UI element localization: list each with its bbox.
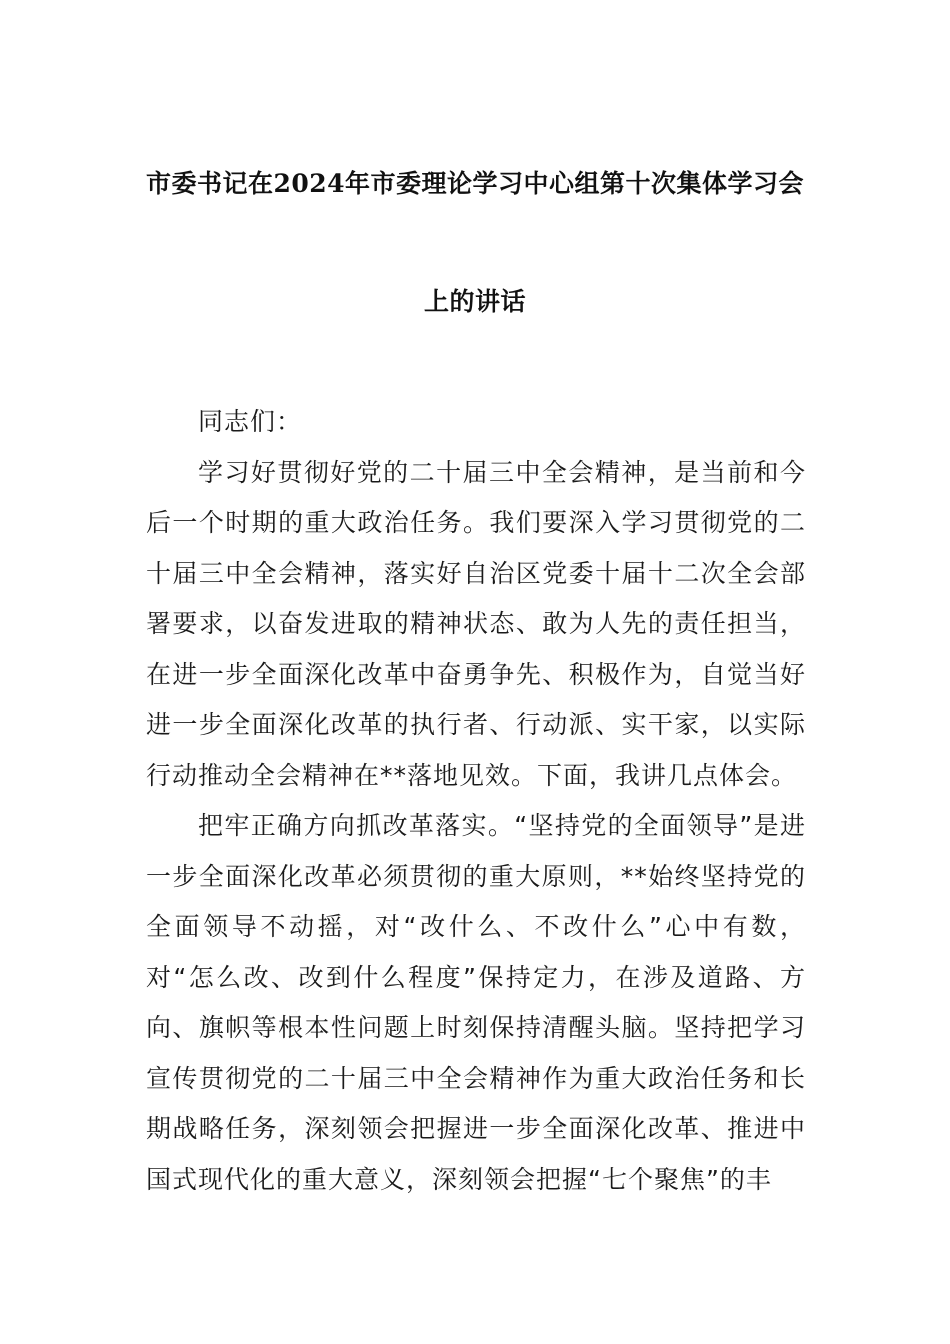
document-body xyxy=(146,397,806,1205)
salutation: 同志们： xyxy=(198,407,303,436)
document-title-line-1: 市委书记在2024年市委理论学习中心组第十次集体学习会 xyxy=(145,169,805,198)
paragraph-1: 学习好贯彻好党的二十届三中全会精神，是当前和今后一个时期的重大政治任务。我们要深入学习贯彻党的二十届三中全会精神，落实好自治区党委十届十二次全会部署要求，以奋发进取的精神状态、敢为人先的责任担当，在进一步全面深化改革中奋勇争先、积极作为，自觉当好进一步全面深化改革的执行者、行动派、实干家，以实际行动推动全会精神在**落地见效。下面，我讲几点体会。 xyxy=(146,457,806,790)
document-title-line-2: 上的讲话 xyxy=(423,287,526,316)
paragraph-2: 把牢正确方向抓改革落实。“坚持党的全面领导”是进一步全面深化改革必须贯彻的重大原则，**始终坚持党的全面领导不动摇，对“改什么、不改什么”心中有数，对“怎么改、改到什么程度”保持定力，在涉及道路、方向、旗帜等根本性问题上时刻保持清醒头脑。坚持把学习宣传贯彻党的二十届三中全会精神作为重大政治任务和长期战略任务，深刻领会把握进一步全面深化改革、推进中国式现代化的重大意义，深刻领会把握“七个聚焦”的丰 xyxy=(146,811,806,1194)
